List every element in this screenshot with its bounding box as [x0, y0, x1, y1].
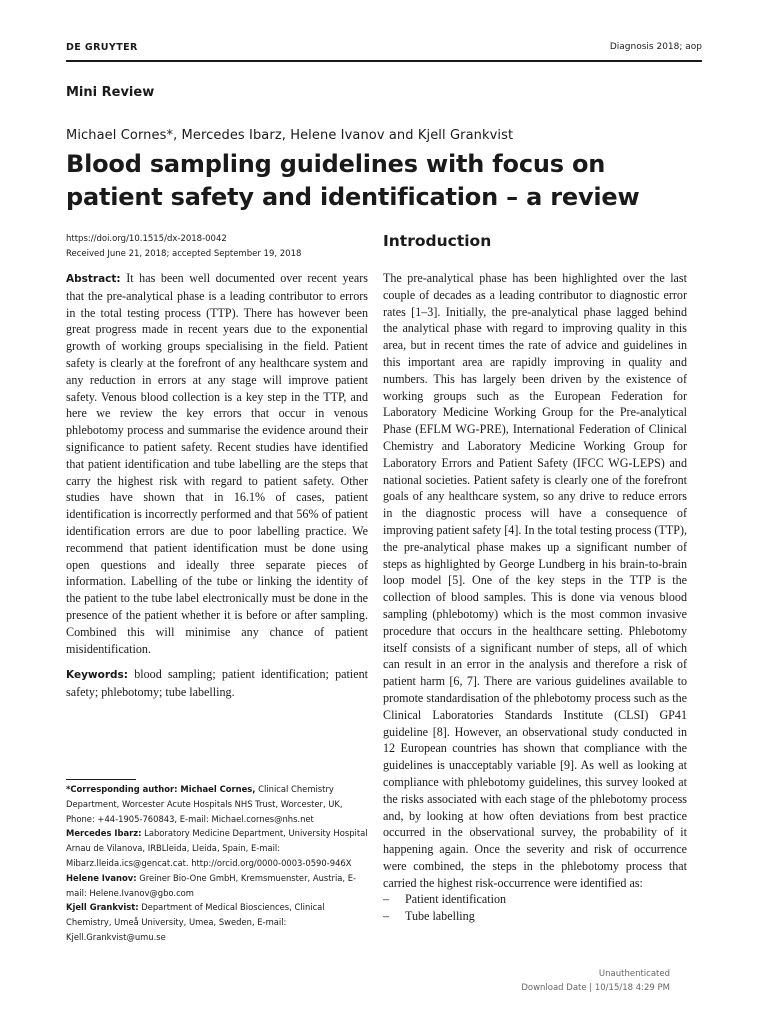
footnote-corresponding — [66, 782, 368, 826]
footnote-ivanov-label: Helene Ivanov: — [66, 872, 137, 883]
list-item — [383, 908, 687, 925]
keywords-label: Keywords: — [66, 669, 128, 682]
footnote-corresponding-text: Clinical Chemistry Department, Worcester Acute Hospitals NHS Trust, Worcester, UK, Phone: +44-1905-760843, E-mail: Michael.cornes@nhs.net — [66, 784, 343, 824]
footnote-ibarz-label: Mercedes Ibarz: — [66, 828, 142, 839]
author-list: Michael Cornes*, Mercedes Ibarz, Helene Ivanov and Kjell Grankvist — [66, 128, 514, 143]
received-dates: Received June 21, 2018; accepted September 19, 2018 — [66, 249, 302, 259]
list-item-text: Patient identification — [405, 892, 507, 907]
abstract-text: It has been well documented over recent years that the pre-analytical phase is a leading contributor to errors in the total testing process (TTP). There has however been great progress made in recent years due to the exponential growth of working groups specialising in the field. Patient safety is clearly at the forefront of any healthcare system and any reduction in errors at any stage will improve patient safety. Venous blood collection is a key step in the TTP, and here we review the key errors that occur in venous phlebotomy process and summarise the evidence around their significance to patient safety. Recent studies have identified that patient identification and tube labelling are the steps that carry the highest risk with regard to patient safety. Other studies have shown that in 16.1% of cases, patient identification is incorrectly performed and that 56% of patient identification errors are due to poor labelling practice. We recommend that patient identification must be done using open questions and ideally three separate pieces of information. Labelling of the tube or linking the identity of the patient to the tube label electronically must be done in the presence of the patient whether it is before or after sampling. Combined this will minimise any chance of patient misidentification. — [66, 271, 368, 656]
author-footnote — [66, 779, 368, 945]
footnote-grankvist-label: Kjell Grankvist: — [66, 902, 139, 913]
article-type: Mini Review — [66, 85, 155, 100]
footnote-ivanov — [66, 871, 368, 901]
list-item-text: Tube labelling — [405, 909, 475, 924]
footnote-rule — [66, 779, 136, 780]
publisher-name: DE GRUYTER — [66, 42, 138, 53]
article-title: Blood sampling guidelines with focus on patient safety and identification – a review — [66, 150, 640, 211]
abstract — [66, 270, 368, 657]
introduction-text: The pre-analytical phase has been highlighted over the last couple of decades as a leading contributor to diagnostic error rates [1–3]. Initially, the pre-analytical phase lagged behind the analytical phase with regard to improving quality in this area, but in recent times the rate of advice and guidelines in this important area are rapidly improving in quality and numbers. This has largely been driven by the existence of working groups such as the European Federation for Laboratory Medicine Working Group for the Pre-analytical Phase (EFLM WG-PRE), International Federation of Clinical Chemistry and Laboratory Medicine Working Group for Laboratory Errors and Patient Safety (IFCC WG-LEPS) and national societies. Patient safety is clearly one of the forefront goals of any healthcare system, so any drive to reduce errors in the diagnostic process will have a consequence of improving patient safety [4]. In the total testing process (TTP), the pre-analytical phase makes up a significant number of steps as highlighted by George Lundberg in his brain-to-brain loop model [5]. One of the key steps in the TTP is the collection of blood samples. This is done via venous blood sampling (phlebotomy) which is the most common invasive procedure that occurs in the healthcare setting. Phlebotomy itself consists of a significant number of steps, all of which can result in an error in the analysis and therefore a risk of patient harm [6, 7]. There are various guidelines available to promote standardisation of the phlebotomy process such as the Clinical Laboratories Standards Institute (CLSI) GP41 guideline [8]. However, an observational study conducted in 12 European countries has shown that compliance with the guidelines is unacceptably variable [9]. As well as looking at compliance with phlebotomy guidelines, this survey looked at the risks associated with each stage of the phlebotomy process and, by looking at how often deviations from best practice occurred in the observational survey, the probability of it happening again. Once the severity and risk of occurrence were combined, the steps in the phlebotomy process that carried the highest risk-occurrence were identified as: — [383, 271, 687, 890]
footnote-ivanov-text: Greiner Bio-One GmbH, Kremsmuenster, Austria, E-mail: Helene.Ivanov@gbo.com — [66, 872, 357, 898]
footnote-grankvist — [66, 900, 368, 944]
journal-citation: Diagnosis 2018; aop — [609, 42, 702, 52]
header-rule — [66, 60, 702, 62]
footnote-corresponding-label: *Corresponding author: Michael Cornes, — [66, 784, 256, 794]
list-dash: – — [383, 892, 390, 907]
footnote-ibarz — [66, 826, 368, 870]
introduction-heading: Introduction — [383, 232, 492, 250]
risk-step-list — [383, 891, 687, 925]
abstract-label: Abstract: — [66, 273, 121, 285]
footnote-ibarz-text: Laboratory Medicine Department, University Hospital Arnau de Vilanova, IRBLleida, Lleida, Spain, E-mail: Mibarz.lleida.ics@gencat.cat. http://orcid.org/0000-0003-0590-946X — [66, 828, 368, 868]
introduction-column — [383, 270, 687, 925]
download-date: Download Date | 10/15/18 4:29 PM — [521, 983, 670, 993]
list-dash: – — [383, 909, 390, 924]
list-item — [383, 891, 687, 908]
keywords — [66, 666, 368, 701]
doi-link[interactable]: https://doi.org/10.1515/dx-2018-0042 — [66, 234, 227, 244]
unauthenticated-label: Unauthenticated — [598, 969, 670, 979]
footnote-grankvist-text: Department of Medical Biosciences, Clinical Chemistry, Umeå University, Umea, Sweden, E-mail: Kjell.Grankvist@umu.se — [66, 902, 325, 942]
abstract-column — [66, 270, 368, 701]
keywords-text: blood sampling; patient identification; patient safety; phlebotomy; tube labelling. — [66, 667, 368, 700]
